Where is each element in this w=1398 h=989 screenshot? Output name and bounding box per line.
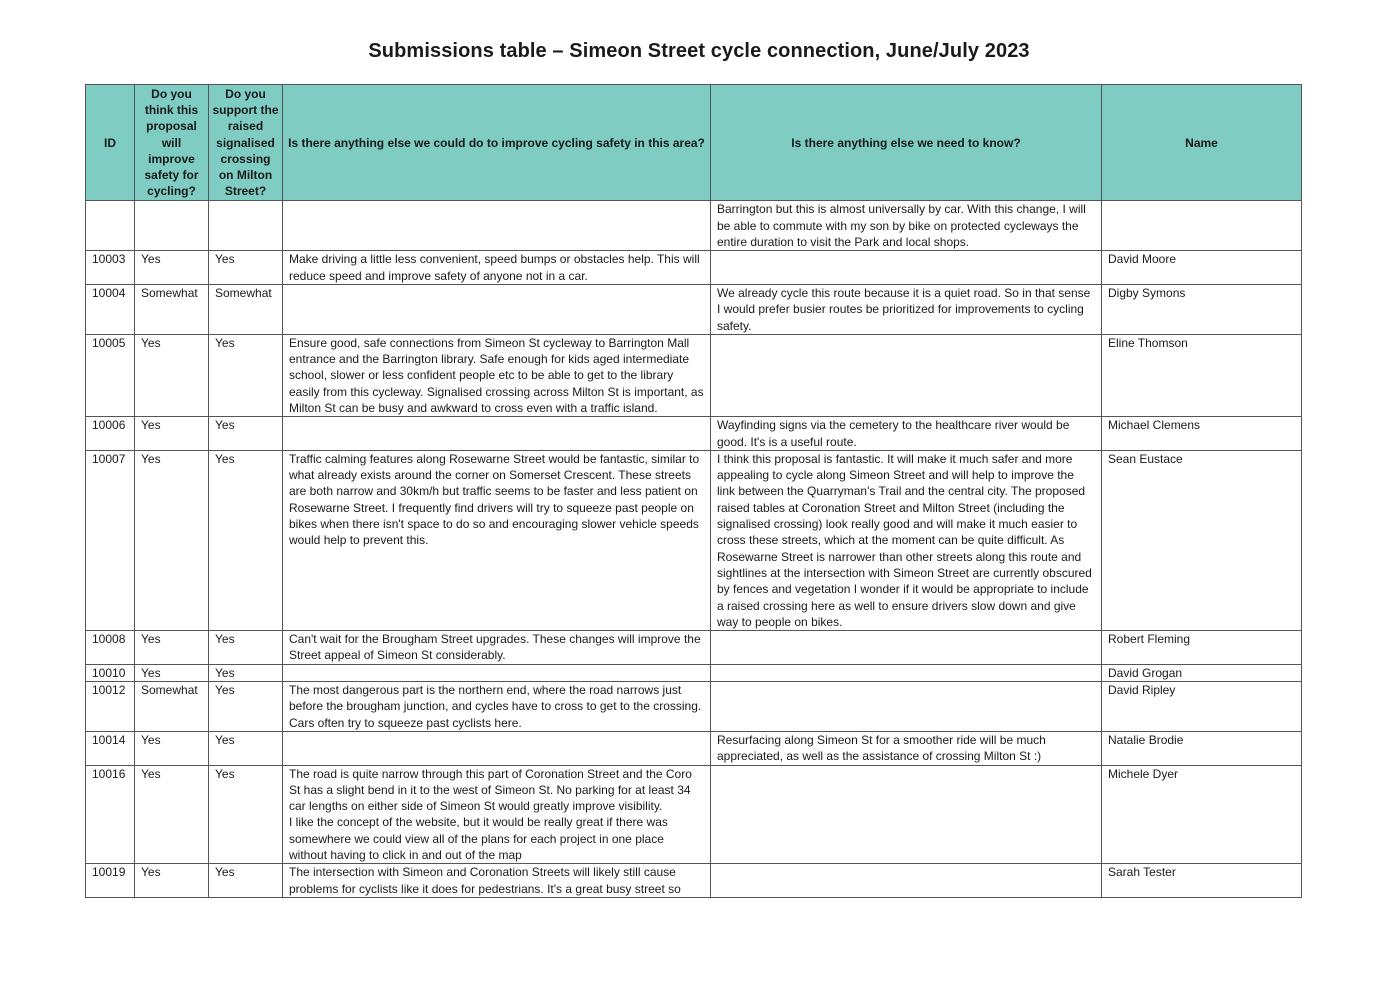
- cell-name: David Ripley: [1102, 682, 1302, 732]
- cell-safety: Somewhat: [135, 284, 209, 334]
- submissions-table: [85, 84, 1302, 898]
- header-know: Is there anything else we need to know?: [711, 85, 1102, 201]
- cell-know: [711, 334, 1102, 416]
- cell-safety: Yes: [135, 334, 209, 416]
- table-row: [86, 864, 1302, 898]
- cell-know: [711, 682, 1102, 732]
- table-row: [86, 682, 1302, 732]
- table-row: [86, 731, 1302, 765]
- cell-crossing: Yes: [209, 417, 283, 451]
- cell-id: 10003: [86, 251, 135, 285]
- cell-safety: Somewhat: [135, 682, 209, 732]
- cell-know: [711, 664, 1102, 681]
- table-row: [86, 631, 1302, 665]
- cell-crossing: Yes: [209, 731, 283, 765]
- cell-safety: Yes: [135, 765, 209, 864]
- cell-crossing: Yes: [209, 631, 283, 665]
- header-safety: Do you think this proposal will improve safety for cycling?: [135, 85, 209, 201]
- cell-id: 10007: [86, 450, 135, 630]
- cell-know: Barrington but this is almost universally by car. With this change, I will be able to commute with my son by bike on protected cycleways the entire duration to visit the Park and local shops.: [711, 201, 1102, 251]
- cell-safety: Yes: [135, 251, 209, 285]
- cell-improve: Traffic calming features along Rosewarne Street would be fantastic, similar to what already exists around the corner on Somerset Crescent. These streets are both narrow and 30km/h but traffic seems to be faster and less patient on Rosewarne Street. I frequently find drivers will try to squeeze past people on bikes when there isn't space to do so and encouraging slower vehicle speeds would help to prevent this.: [283, 450, 711, 630]
- cell-know: I think this proposal is fantastic. It will make it much safer and more appealing to cycle along Simeon Street and will help to improve the link between the Quarryman's Trail and the central city. The proposed raised tables at Coronation Street and Milton Street (including the signalised crossing) look really good and will make it much easier to cross these streets, which at the moment can be quite difficult. As Rosewarne Street is narrower than other streets along this route and sightlines at the intersection with Simeon Street are currently obscured by fences and vegetation I wonder if it would be appropriate to include a raised crossing here as well to ensure drivers slow down and give way to people on bikes.: [711, 450, 1102, 630]
- cell-id: 10012: [86, 682, 135, 732]
- cell-name: [1102, 201, 1302, 251]
- cell-improve: Ensure good, safe connections from Simeon St cycleway to Barrington Mall entrance and the Barrington library. Safe enough for kids aged intermediate school, slower or less confident people etc to be able to get to the library easily from this cycleway. Signalised crossing across Milton St is important, as Milton St can be busy and awkward to cross even with a traffic island.: [283, 334, 711, 416]
- table-row: [86, 201, 1302, 251]
- cell-improve: Can't wait for the Brougham Street upgrades. These changes will improve the Street appeal of Simeon St considerably.: [283, 631, 711, 665]
- cell-crossing: Yes: [209, 334, 283, 416]
- cell-crossing: Yes: [209, 864, 283, 898]
- cell-improve: [283, 417, 711, 451]
- cell-crossing: Yes: [209, 765, 283, 864]
- header-id: ID: [86, 85, 135, 201]
- header-crossing: Do you support the raised signalised crossing on Milton Street?: [209, 85, 283, 201]
- cell-safety: Yes: [135, 631, 209, 665]
- cell-improve: The road is quite narrow through this part of Coronation Street and the Coro St has a slight bend in it to the west of Simeon St. No parking for at least 34 car lengths on either side of Simeon St would greatly improve visibility. I like the concept of the website, but it would be really great if there was somewhere we could view all of the plans for each project in one place without having to click in and out of the map: [283, 765, 711, 864]
- cell-know: Resurfacing along Simeon St for a smoother ride will be much appreciated, as well as the assistance of crossing Milton St :): [711, 731, 1102, 765]
- cell-improve: The intersection with Simeon and Coronation Streets will likely still cause problems for cyclists like it does for pedestrians. It's a great busy street so: [283, 864, 711, 898]
- table-row: [86, 417, 1302, 451]
- cell-id: 10005: [86, 334, 135, 416]
- table-row: [86, 334, 1302, 416]
- header-row: [86, 85, 1302, 201]
- cell-id: 10004: [86, 284, 135, 334]
- cell-id: 10014: [86, 731, 135, 765]
- cell-improve: The most dangerous part is the northern end, where the road narrows just before the brougham junction, and cycles have to cross to get to the crossing. Cars often try to squeeze past cyclists here.: [283, 682, 711, 732]
- cell-crossing: Somewhat: [209, 284, 283, 334]
- header-improve: Is there anything else we could do to improve cycling safety in this area?: [283, 85, 711, 201]
- cell-name: Sean Eustace: [1102, 450, 1302, 630]
- cell-name: Michael Clemens: [1102, 417, 1302, 451]
- cell-improve: [283, 201, 711, 251]
- cell-improve: [283, 731, 711, 765]
- cell-improve: [283, 664, 711, 681]
- cell-name: David Moore: [1102, 251, 1302, 285]
- cell-crossing: Yes: [209, 682, 283, 732]
- table-row: [86, 450, 1302, 630]
- cell-name: Robert Fleming: [1102, 631, 1302, 665]
- table-row: [86, 664, 1302, 681]
- header-name: Name: [1102, 85, 1302, 201]
- cell-safety: Yes: [135, 664, 209, 681]
- cell-know: [711, 251, 1102, 285]
- cell-name: Eline Thomson: [1102, 334, 1302, 416]
- cell-safety: Yes: [135, 450, 209, 630]
- table-row: [86, 765, 1302, 864]
- cell-safety: [135, 201, 209, 251]
- cell-know: We already cycle this route because it is a quiet road. So in that sense I would prefer busier routes be prioritized for improvements to cycling safety.: [711, 284, 1102, 334]
- cell-id: 10010: [86, 664, 135, 681]
- cell-improve: Make driving a little less convenient, speed bumps or obstacles help. This will reduce speed and improve safety of anyone not in a car.: [283, 251, 711, 285]
- cell-safety: Yes: [135, 731, 209, 765]
- cell-know: [711, 631, 1102, 665]
- page-title: Submissions table – Simeon Street cycle connection, June/July 2023: [368, 40, 1030, 62]
- cell-name: Sarah Tester: [1102, 864, 1302, 898]
- cell-id: [86, 201, 135, 251]
- cell-safety: Yes: [135, 417, 209, 451]
- cell-name: Natalie Brodie: [1102, 731, 1302, 765]
- cell-crossing: Yes: [209, 450, 283, 630]
- cell-safety: Yes: [135, 864, 209, 898]
- cell-crossing: Yes: [209, 664, 283, 681]
- cell-id: 10019: [86, 864, 135, 898]
- cell-id: 10016: [86, 765, 135, 864]
- cell-crossing: [209, 201, 283, 251]
- cell-know: [711, 765, 1102, 864]
- cell-crossing: Yes: [209, 251, 283, 285]
- table-row: [86, 251, 1302, 285]
- cell-id: 10008: [86, 631, 135, 665]
- table-row: [86, 284, 1302, 334]
- cell-name: Digby Symons: [1102, 284, 1302, 334]
- cell-know: Wayfinding signs via the cemetery to the healthcare river would be good. It's is a useful route.: [711, 417, 1102, 451]
- cell-id: 10006: [86, 417, 135, 451]
- cell-name: David Grogan: [1102, 664, 1302, 681]
- cell-name: Michele Dyer: [1102, 765, 1302, 864]
- cell-improve: [283, 284, 711, 334]
- cell-know: [711, 864, 1102, 898]
